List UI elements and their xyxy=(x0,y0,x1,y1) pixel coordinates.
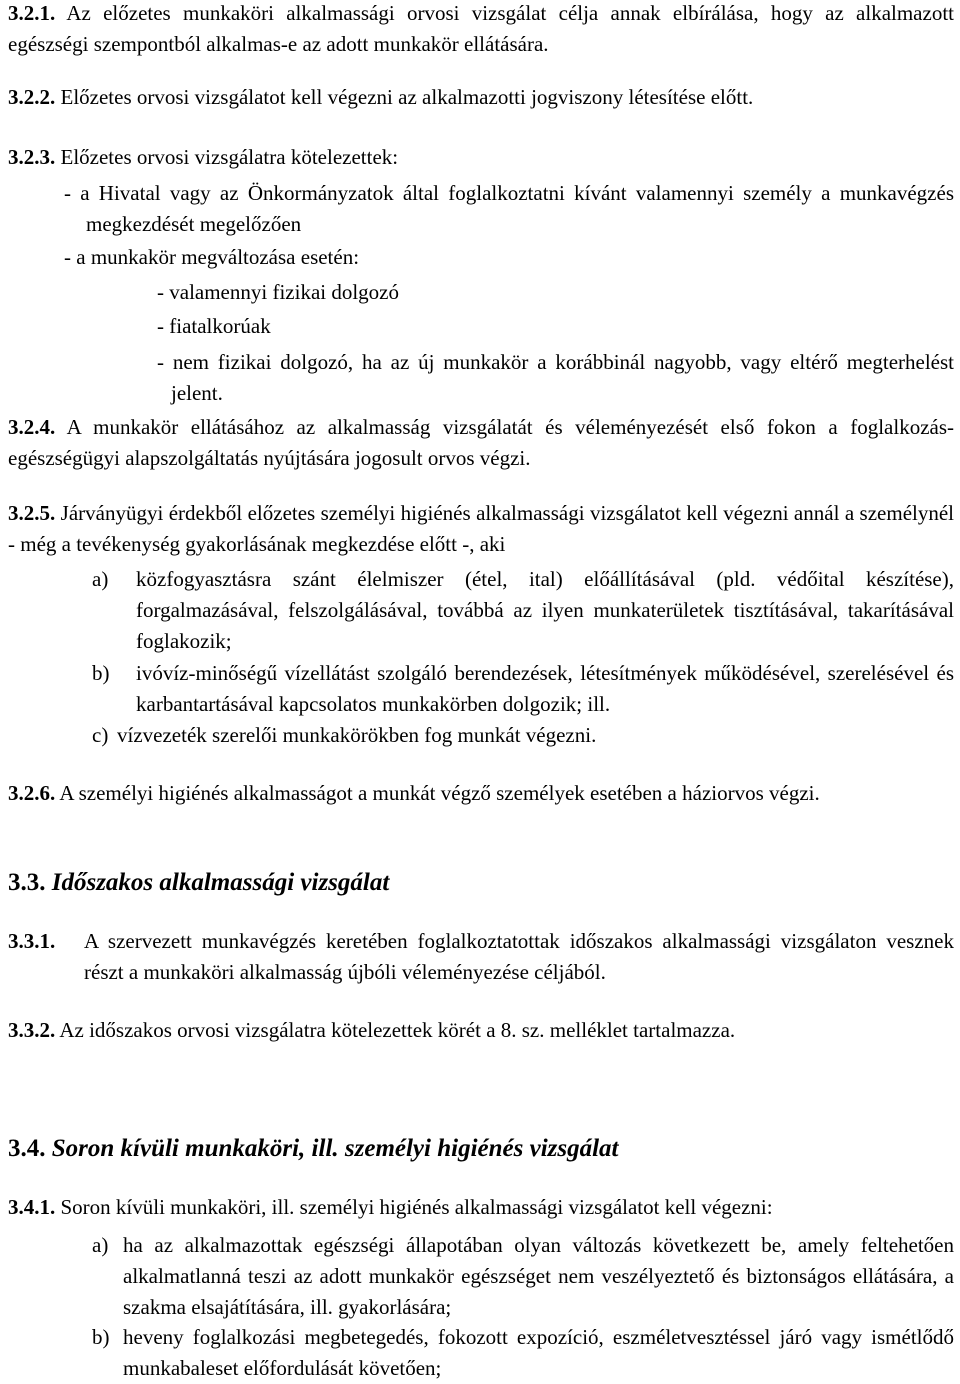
paragraph-text: A munkakör ellátásához az alkalmasság vizsgálatát és véleményezését első fokon a foglalkozás-egészségügyi alapszolgáltatás nyújtására jogosult orvos végzi. xyxy=(8,415,954,470)
list-item-a xyxy=(92,564,954,657)
list-item-text: - a Hivatal vagy az Önkormányzatok által foglalkoztatni kívánt valamennyi személy a munkavégzés megkezdését megelőzően xyxy=(64,181,954,236)
sub-list-item xyxy=(157,277,399,308)
paragraph-text: Az előzetes munkaköri alkalmassági orvosi vizsgálat célja annak elbírálása, hogy az alkalmazott egészségi szempontból alkalmas-e az adott munkakör ellátására. xyxy=(8,1,954,56)
section-number: 3.2.5. xyxy=(8,501,56,525)
list-label: a) xyxy=(92,1233,109,1257)
list-item-text: - a munkakör megváltozása esetén: xyxy=(64,245,360,269)
section-number: 3.2.4. xyxy=(8,415,56,439)
list-item-text: heveny foglalkozási megbetegedés, fokozott expozíció, eszméletvesztéssel járó vagy ismétlődő munkabaleset előfordulását követően; xyxy=(123,1325,954,1380)
heading-title: Soron kívüli munkaköri, ill. személyi higiénés vizsgálat xyxy=(51,1135,619,1162)
section-number: 3.2.6. xyxy=(8,781,56,805)
list-label: b) xyxy=(92,1325,110,1349)
list-item-b xyxy=(92,658,954,720)
list-item-text: közfogyasztásra szánt élelmiszer (étel, ital) előállításával (pld. védőital készítése), forgalmazásával, felszolgálásával, továbbá az ilyen munkaterületek tisztításával, takarításával foglakozik; xyxy=(136,567,954,653)
list-label: c) xyxy=(92,723,109,747)
list-item-text: vízvezeték szerelői munkakörökben fog munkát végezni. xyxy=(117,723,597,747)
list-item-text: ivóvíz-minőségű vízellátást szolgáló berendezések, létesítmények működésével, szerelésével és karbantartásával kapcsolatos munkakörben dolgozik; ill. xyxy=(136,661,954,716)
paragraph-text: Járványügyi érdekből előzetes személyi higiénés alkalmassági vizsgálatot kell végezni annál a személynél - még a tevékenység gyakorlásának megkezdése előtt -, aki xyxy=(8,501,955,556)
paragraph-3-2-1 xyxy=(8,0,954,60)
paragraph-3-3-2 xyxy=(8,1015,954,1046)
paragraph-text: Soron kívüli munkaköri, ill. személyi higiénés alkalmassági vizsgálatot kell végezni: xyxy=(60,1195,773,1219)
paragraph-3-2-6 xyxy=(8,778,954,809)
list-item-b xyxy=(92,1322,954,1384)
heading-number: 3.4. xyxy=(8,1135,46,1162)
list-item-text: ha az alkalmazottak egészségi állapotában olyan változás következett be, amely feltehetően alkalmatlanná teszi az adott munkakör egészséget nem veszélyeztető és biztonságos ellátására, a szakma elsajátítására, ill. gyakorlására; xyxy=(123,1233,954,1319)
sub-list-item xyxy=(157,311,271,342)
paragraph-3-2-2 xyxy=(8,82,954,113)
list-label: a) xyxy=(92,567,109,591)
list-item-text: - nem fizikai dolgozó, ha az új munkakör a korábbinál nagyobb, vagy eltérő megterhelést jelent. xyxy=(157,350,954,405)
paragraph-3-2-3 xyxy=(8,142,954,173)
section-number: 3.2.2. xyxy=(8,85,56,109)
list-item-text: - valamennyi fizikai dolgozó xyxy=(157,280,400,304)
list-item xyxy=(64,242,359,273)
list-item-a xyxy=(92,1230,954,1323)
section-heading-3-4 xyxy=(8,1134,619,1164)
paragraph-3-4-1 xyxy=(8,1192,954,1223)
section-number: 3.4.1. xyxy=(8,1195,56,1219)
list-item-text: - fiatalkorúak xyxy=(157,314,271,338)
paragraph-text: Előzetes orvosi vizsgálatra kötelezettek: xyxy=(60,145,399,169)
list-label: b) xyxy=(92,661,110,685)
paragraph-3-2-5 xyxy=(8,498,954,560)
section-number: 3.3.1. xyxy=(8,929,56,953)
paragraph-text: Az időszakos orvosi vizsgálatra kötelezettek körét a 8. sz. melléklet tartalmazza. xyxy=(59,1018,736,1042)
sub-list-item xyxy=(157,347,954,409)
list-item-c xyxy=(92,720,954,751)
paragraph-text: Előzetes orvosi vizsgálatot kell végezni az alkalmazotti jogviszony létesítése előtt. xyxy=(60,85,754,109)
heading-title: Időszakos alkalmassági vizsgálat xyxy=(51,869,390,896)
section-heading-3-3 xyxy=(8,868,389,898)
heading-number: 3.3. xyxy=(8,869,46,896)
paragraph-3-3-1 xyxy=(8,926,954,988)
list-item xyxy=(64,178,954,240)
section-number: 3.2.1. xyxy=(8,1,56,25)
section-number: 3.3.2. xyxy=(8,1018,56,1042)
paragraph-text: A szervezett munkavégzés keretében foglalkoztatottak időszakos alkalmassági vizsgálaton vesznek részt a munkaköri alkalmasság újbóli véleményezése céljából. xyxy=(84,929,954,984)
paragraph-3-2-4 xyxy=(8,412,954,474)
paragraph-text: A személyi higiénés alkalmasságot a munkát végző személyek esetében a háziorvos végzi. xyxy=(59,781,820,805)
section-number: 3.2.3. xyxy=(8,145,56,169)
